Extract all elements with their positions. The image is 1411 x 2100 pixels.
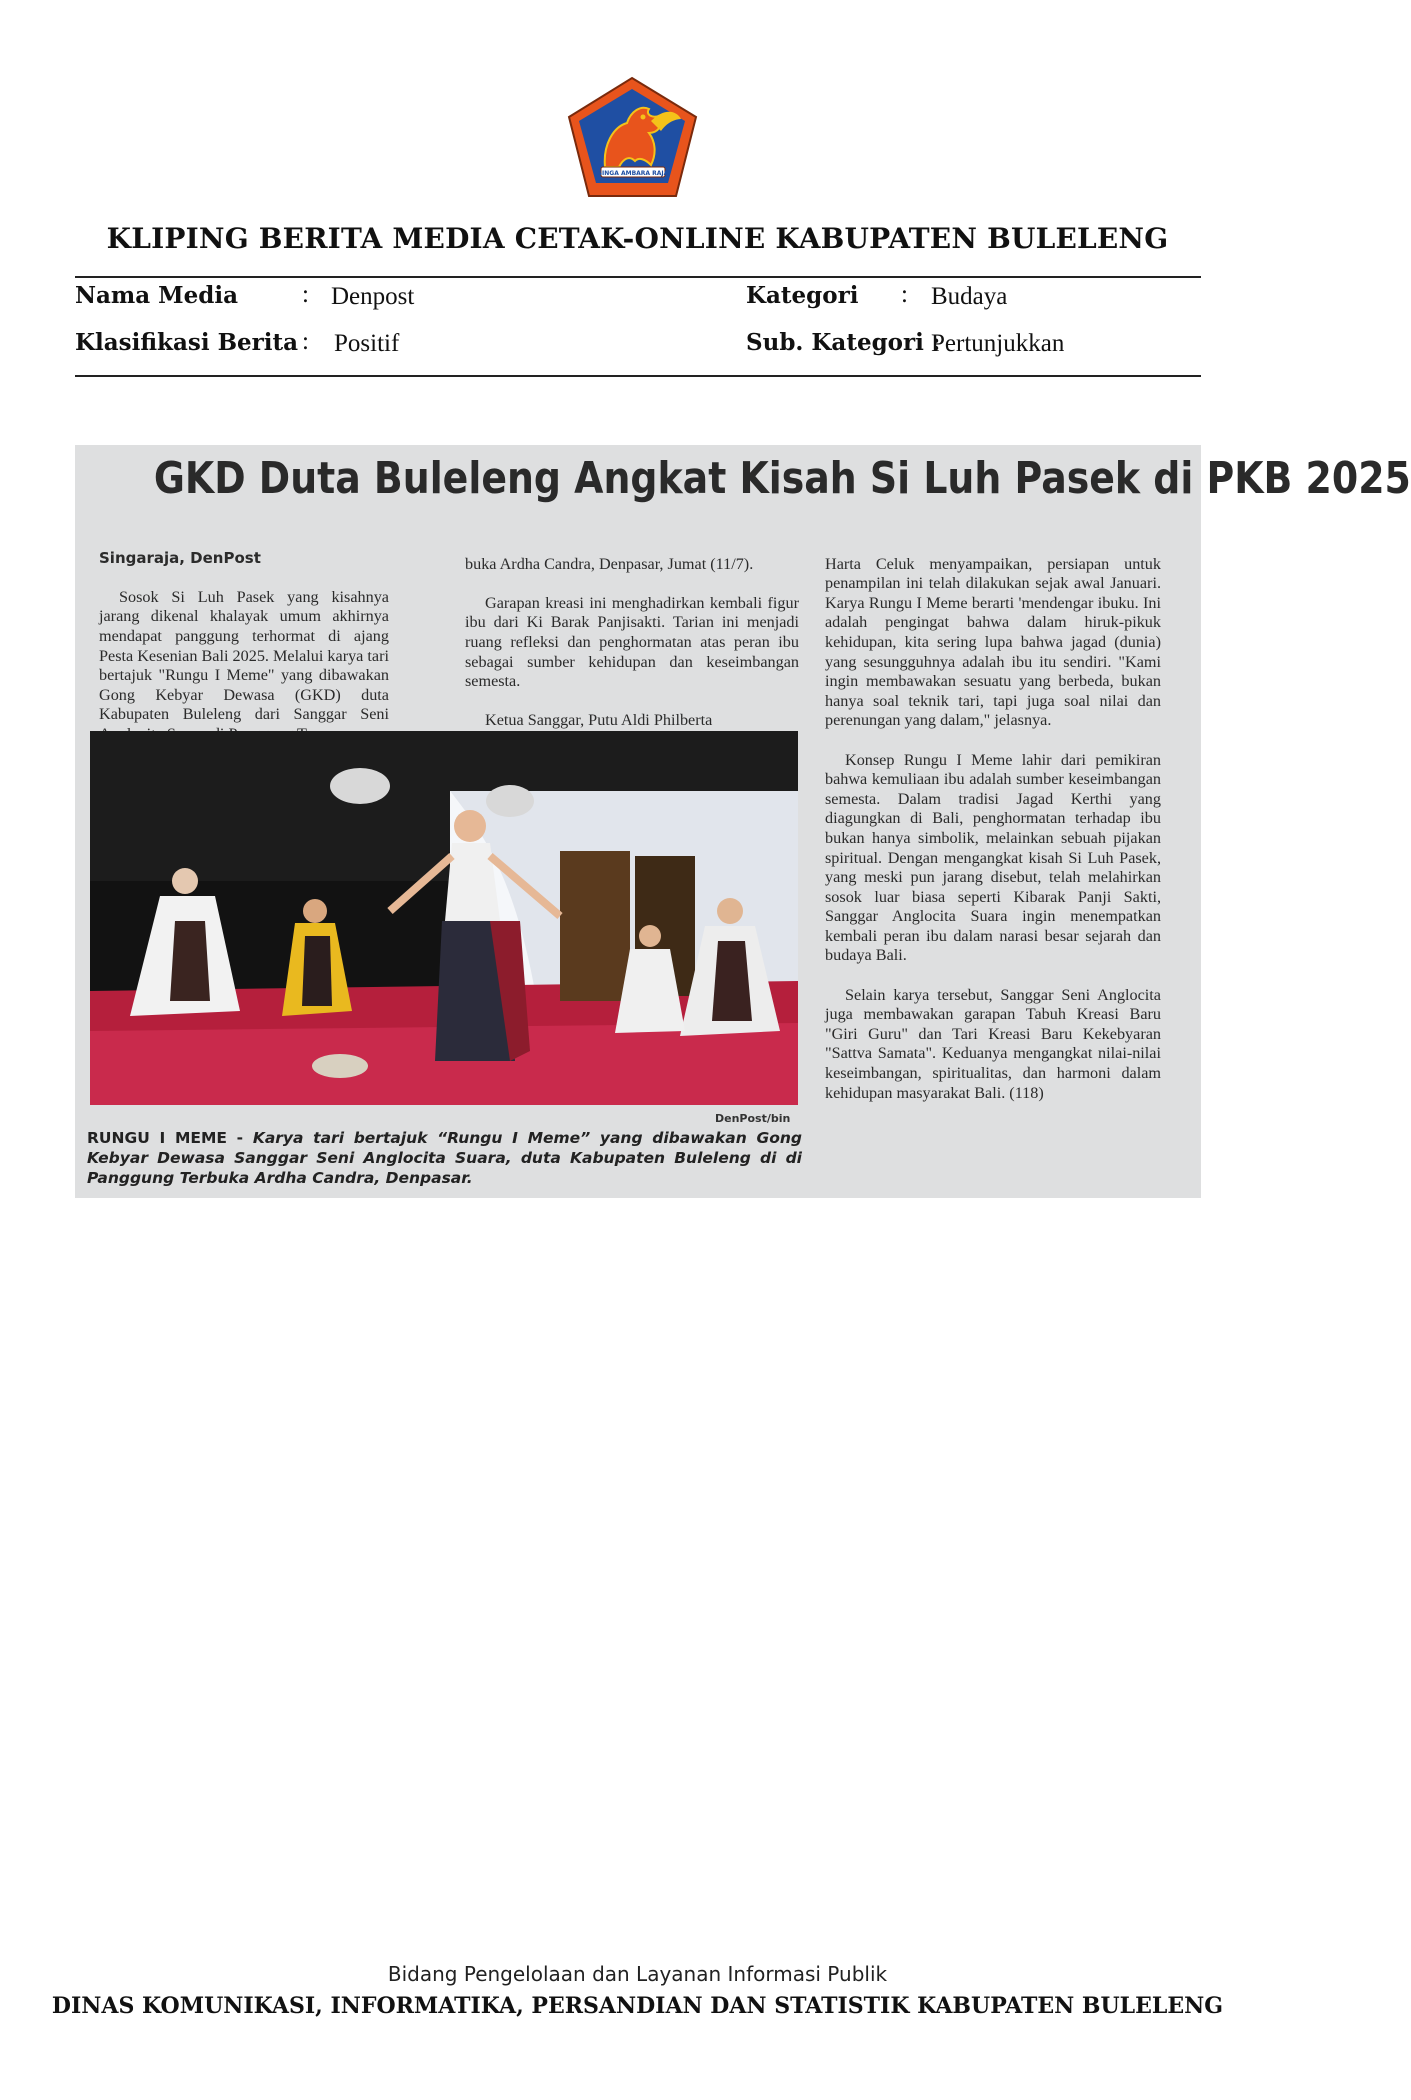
kategori-label: Kategori	[746, 282, 859, 309]
article-paragraph: Selain karya tersebut, Sanggar Seni Anglocita juga membawakan garapan Tabuh Kreasi Baru "Giri Guru" dan Tari Kreasi Baru Kekebyaran "Sattva Samata". Keduanya mengangkat nilai-nilai keseimbangan, spiritualitas, dan harmoni dalam kehidupan masyarakat Bali. (118)	[825, 985, 1161, 1102]
article-paragraph: Sosok Si Luh Pasek yang kisahnya jarang dikenal khalayak umum akhirnya mendapat panggung terhormat di ajang Pesta Kesenian Bali 2025. Melalui karya tari bertajuk "Rungu I Meme" yang dibawakan Gong Kebyar Dewasa (GKD) duta Kabupaten Buleleng dari Sanggar Seni	[99, 587, 389, 724]
photo-caption	[87, 1128, 802, 1188]
colon: :	[901, 281, 908, 308]
caption-body: Karya tari bertajuk “Rungu I Meme” yang dibawakan Gong Kebyar Dewasa Sanggar Seni Anglocita Suara, duta Kabupaten Buleleng di di Panggung Terbuka Ardha Candra, Denpasar.	[87, 1129, 802, 1187]
buleleng-regency-logo	[565, 75, 700, 200]
kategori-value: Budaya	[931, 283, 1008, 310]
photo-credit: DenPost/bin	[715, 1112, 791, 1125]
article-paragraph: Harta Celuk menyampaikan, persiapan untuk penampilan ini telah dilakukan sejak awal Januari. Karya Rungu I Meme berarti 'mendengar ibuku. Ini adalah pengingat bahwa dalam hiruk-pikuk kehidupan, kita sering lupa bahwa jagad (dunia) yang sesungguhnya adalah ibu itu sendiri. "Kami ingin membawakan sesuatu yang berbeda, bukan hanya soal teknik tari, tapi juga soal nilai dan perenungan yang dalam," jelasnya.	[825, 554, 1161, 730]
klasifikasi-label: Klasifikasi Berita	[75, 329, 299, 356]
dance-performance-photo	[90, 731, 798, 1105]
nama-media-value: Denpost	[331, 283, 415, 310]
document-title: KLIPING BERITA MEDIA CETAK-ONLINE KABUPATEN BULELENG	[106, 222, 1169, 255]
article-column-1	[99, 529, 389, 764]
colon: :	[302, 328, 309, 355]
header-bottom-rule	[75, 375, 1201, 377]
newspaper-clipping	[75, 445, 1411, 1198]
article-dateline: Singaraja, DenPost	[99, 548, 261, 567]
article-paragraph: Garapan kreasi ini menghadirkan kembali figur ibu dari Ki Barak Panjisakti. Tarian ini menjadi ruang refleksi dan penghormatan atas peran ibu sebagai sumber kehidupan dan keseimbangan semesta.	[465, 593, 799, 691]
colon: :	[302, 281, 309, 308]
footer-agency: DINAS KOMUNIKASI, INFORMATIKA, PERSANDIAN DAN STATISTIK KABUPATEN BULELENG	[51, 1993, 1224, 2019]
logo-motto: SINGA AMBARA RAJA	[597, 170, 669, 177]
klasifikasi-value: Positif	[334, 330, 400, 357]
header-top-rule	[75, 276, 1201, 278]
article-paragraph: Ketua Sanggar, Putu Aldi Philberta	[485, 711, 713, 730]
caption-title: RUNGU I MEME -	[87, 1129, 244, 1147]
article-column-3	[825, 535, 1161, 1123]
article-paragraph: Konsep Rungu I Meme lahir dari pemikiran bahwa kemuliaan ibu adalah sumber keseimbangan semesta. Dalam tradisi Jagad Kerthi yang diagungkan di Bali, penghormatan terhadap ibu bukan hanya simbolik, melainkan sebuah pijakan spiritual. Dengan mengangkat kisah Si Luh Pasek, yang meski pun jarang disebut, telah melahirkan sosok luar biasa seperti Kibarak Panji Sakti, Sanggar Anglocita Suara ingin menempatkan kembali peran ibu dalam narasi besar sejarah dan budaya Bali.	[825, 750, 1161, 965]
footer-division: Bidang Pengelolaan dan Layanan Informasi Publik	[387, 1962, 888, 1986]
article-headline: GKD Duta Buleleng Angkat Kisah Si Luh Pasek di PKB 2025	[153, 453, 1411, 504]
nama-media-label: Nama Media	[75, 282, 238, 309]
article-paragraph: buka Ardha Candra, Denpasar, Jumat (11/7).	[465, 554, 754, 573]
sub-kategori-value: Pertunjukkan	[931, 330, 1065, 357]
article-column-2	[465, 535, 799, 751]
sub-kategori-label: Sub. Kategori :	[746, 329, 941, 356]
